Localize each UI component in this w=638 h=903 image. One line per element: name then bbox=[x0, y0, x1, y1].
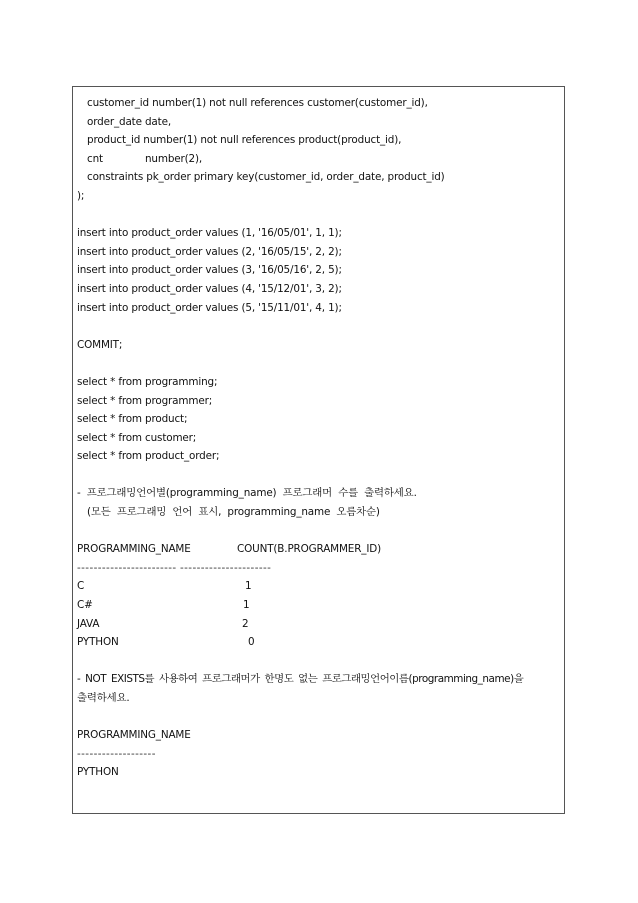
spacer bbox=[77, 708, 560, 727]
separator-dashes-2: ---------------------- bbox=[180, 561, 272, 574]
select-line: select * from programmer; bbox=[77, 394, 213, 407]
ddl-line: product_id number(1) not null references product(product_id), bbox=[87, 134, 402, 147]
table-row: PYTHON bbox=[77, 766, 119, 779]
ddl-line: order_date date, bbox=[87, 115, 171, 128]
spacer bbox=[77, 466, 560, 485]
select-line: select * from product; bbox=[77, 413, 188, 426]
cnt-name: cnt bbox=[87, 152, 103, 165]
spacer bbox=[77, 206, 560, 225]
question-1-line-2: (모든 프로그래밍 언어 표시, programming_name 오름차순) bbox=[87, 506, 380, 519]
commit-line: COMMIT; bbox=[77, 338, 123, 351]
row-count: 2 bbox=[242, 617, 249, 630]
row-name: JAVA bbox=[77, 617, 100, 630]
sql-content bbox=[77, 94, 560, 782]
spacer bbox=[77, 652, 560, 671]
row-name: C bbox=[77, 580, 85, 593]
select-line: select * from programming; bbox=[77, 375, 218, 388]
insert-line: insert into product_order values (4, '15/12/01', 3, 2); bbox=[77, 282, 342, 295]
result-2-separator: ------------------- bbox=[77, 747, 156, 760]
row-count: 1 bbox=[243, 599, 250, 612]
table-row bbox=[77, 633, 560, 652]
row-count: 1 bbox=[245, 580, 252, 593]
select-line: select * from customer; bbox=[77, 431, 197, 444]
result-1-separator bbox=[77, 559, 560, 578]
col-header-count: COUNT(B.PROGRAMMER_ID) bbox=[237, 543, 381, 556]
col-header-programming-name: PROGRAMMING_NAME bbox=[77, 543, 191, 556]
question-1-line-1: - 프로그래밍언어별(programming_name) 프로그래머 수를 출력하세요. bbox=[77, 487, 417, 500]
result-2-header: PROGRAMMING_NAME bbox=[77, 729, 191, 742]
insert-line: insert into product_order values (5, '15/11/01', 4, 1); bbox=[77, 301, 342, 314]
spacer bbox=[77, 522, 560, 541]
document-box bbox=[72, 86, 565, 814]
ddl-close: ); bbox=[77, 189, 85, 202]
select-line: select * from product_order; bbox=[77, 450, 220, 463]
result-1-header bbox=[77, 540, 560, 559]
ddl-line: customer_id number(1) not null references customer(customer_id), bbox=[87, 97, 428, 109]
question-2-line-1: - NOT EXISTS를 사용하여 프로그래머가 한명도 없는 프로그래밍언어이름(programming_name)을 bbox=[77, 673, 524, 686]
row-name: PYTHON bbox=[77, 636, 119, 649]
spacer bbox=[77, 354, 560, 373]
row-name: C# bbox=[77, 599, 93, 612]
ddl-cnt-line bbox=[77, 150, 560, 169]
insert-line: insert into product_order values (1, '16/05/01', 1, 1); bbox=[77, 227, 342, 240]
insert-line: insert into product_order values (2, '16/05/15', 2, 2); bbox=[77, 245, 342, 258]
table-row bbox=[77, 596, 560, 615]
table-row bbox=[77, 615, 560, 634]
ddl-line: constraints pk_order primary key(customer_id, order_date, product_id) bbox=[87, 171, 445, 184]
spacer bbox=[77, 317, 560, 336]
table-row bbox=[77, 577, 560, 596]
separator-dashes-1: ------------------------ bbox=[77, 561, 177, 574]
insert-line: insert into product_order values (3, '16/05/16', 2, 5); bbox=[77, 264, 342, 277]
cnt-type: number(2), bbox=[145, 152, 203, 165]
question-2-line-2: 출력하세요. bbox=[77, 692, 130, 704]
row-count: 0 bbox=[248, 636, 255, 649]
